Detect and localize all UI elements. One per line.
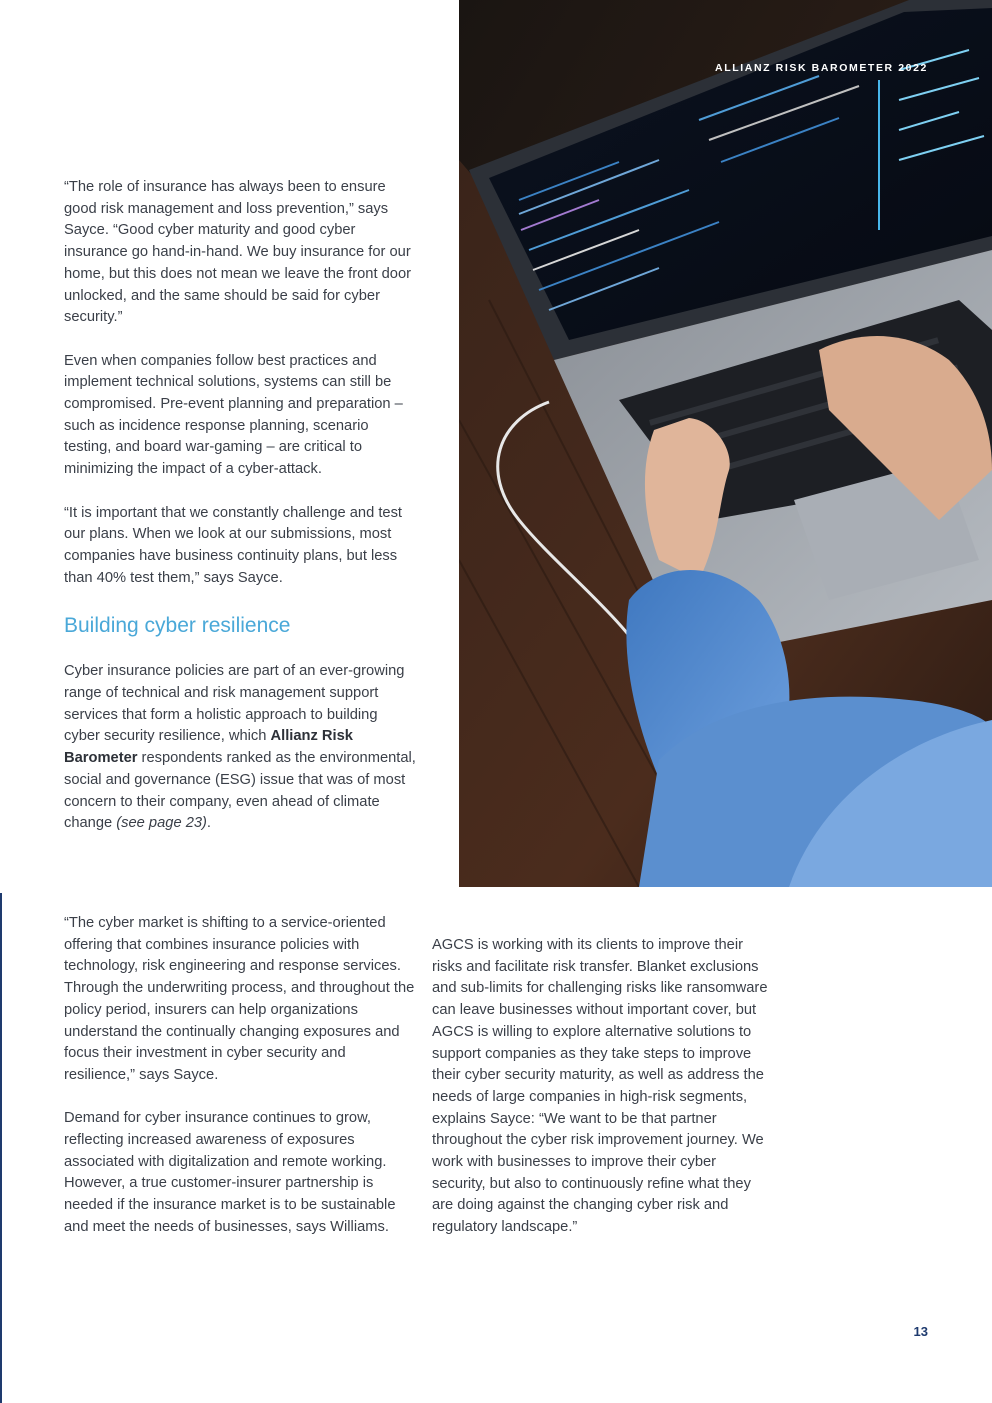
paragraph: AGCS is working with its clients to improve their risks and facilitate risk transfer. Blanket exclusions and sub-limits for challenging risks like ransomware can leave businesses without important cover, but AGCS is willing to explore alternative solutions to support companies as they take steps to improve their cyber security maturity, as well as address the needs of large companies in high-risk segments, explains Sayce: “We want to be that partner throughout the cyber risk improvement journey. We work with businesses to improve their cyber security, but also to continuously refine what they are doing against the changing cyber risk and regulatory landscape.” — [432, 937, 768, 1236]
page-number: 13 — [913, 1324, 928, 1339]
running-title: ALLIANZ RISK BAROMETER 2022 — [715, 62, 928, 74]
section-heading: Building cyber resilience — [64, 614, 291, 638]
report-name: Allianz Risk Barometer — [64, 728, 353, 767]
right-column — [432, 935, 772, 1261]
paragraph: “The cyber market is shifting to a service-oriented offering that combines insurance policies with technology, risk engineering and response services. Through the underwriting process, and throughout the policy period, insurers can help organizations understand the continually changing exposures and focus their investment in cyber security and resilience,” says Sayce. — [64, 915, 415, 1083]
paragraph: “The role of insurance has always been to ensure good risk management and loss prevention,” says Sayce. “Good cyber maturity and good cyber insurance go hand-in-hand. We buy insurance for our home, but this does not mean we leave the front door unlocked, and the same should be said for cyber security.” — [64, 179, 411, 326]
page-reference: (see page 23) — [116, 815, 207, 832]
left-margin-rule — [0, 893, 2, 1403]
paragraph-text: respondents ranked as the environmental, social and governance (ESG) issue that was of most concern to their company, even ahead of climate change — [64, 750, 416, 832]
paragraph: “It is important that we constantly challenge and test our plans. When we look at our submissions, most companies have business continuity plans, but less than 40% test them,” says Sayce. — [64, 504, 402, 586]
paragraph: Demand for cyber insurance continues to grow, reflecting increased awareness of exposures associated with digitalization and remote working. However, a true customer-insurer partnership is needed if the insurance market is to be sustainable and meet the needs of businesses, says Williams. — [64, 1110, 396, 1235]
left-column-bottom — [64, 913, 416, 1260]
left-column-top — [64, 177, 416, 857]
laptop-hands-photo — [459, 0, 992, 887]
paragraph: Even when companies follow best practices and implement technical solutions, systems can still be compromised. Pre-event planning and preparation – such as incidence response planning, scenario testing, and board war-gaming – are critical to minimizing the impact of a cyber-attack. — [64, 352, 403, 478]
paragraph — [64, 661, 416, 835]
paragraph-text: Cyber insurance policies are part of an ever-growing range of technical and risk management support services that form a holistic approach to building cyber security resilience, which — [64, 663, 405, 745]
paragraph-text: . — [206, 815, 212, 832]
